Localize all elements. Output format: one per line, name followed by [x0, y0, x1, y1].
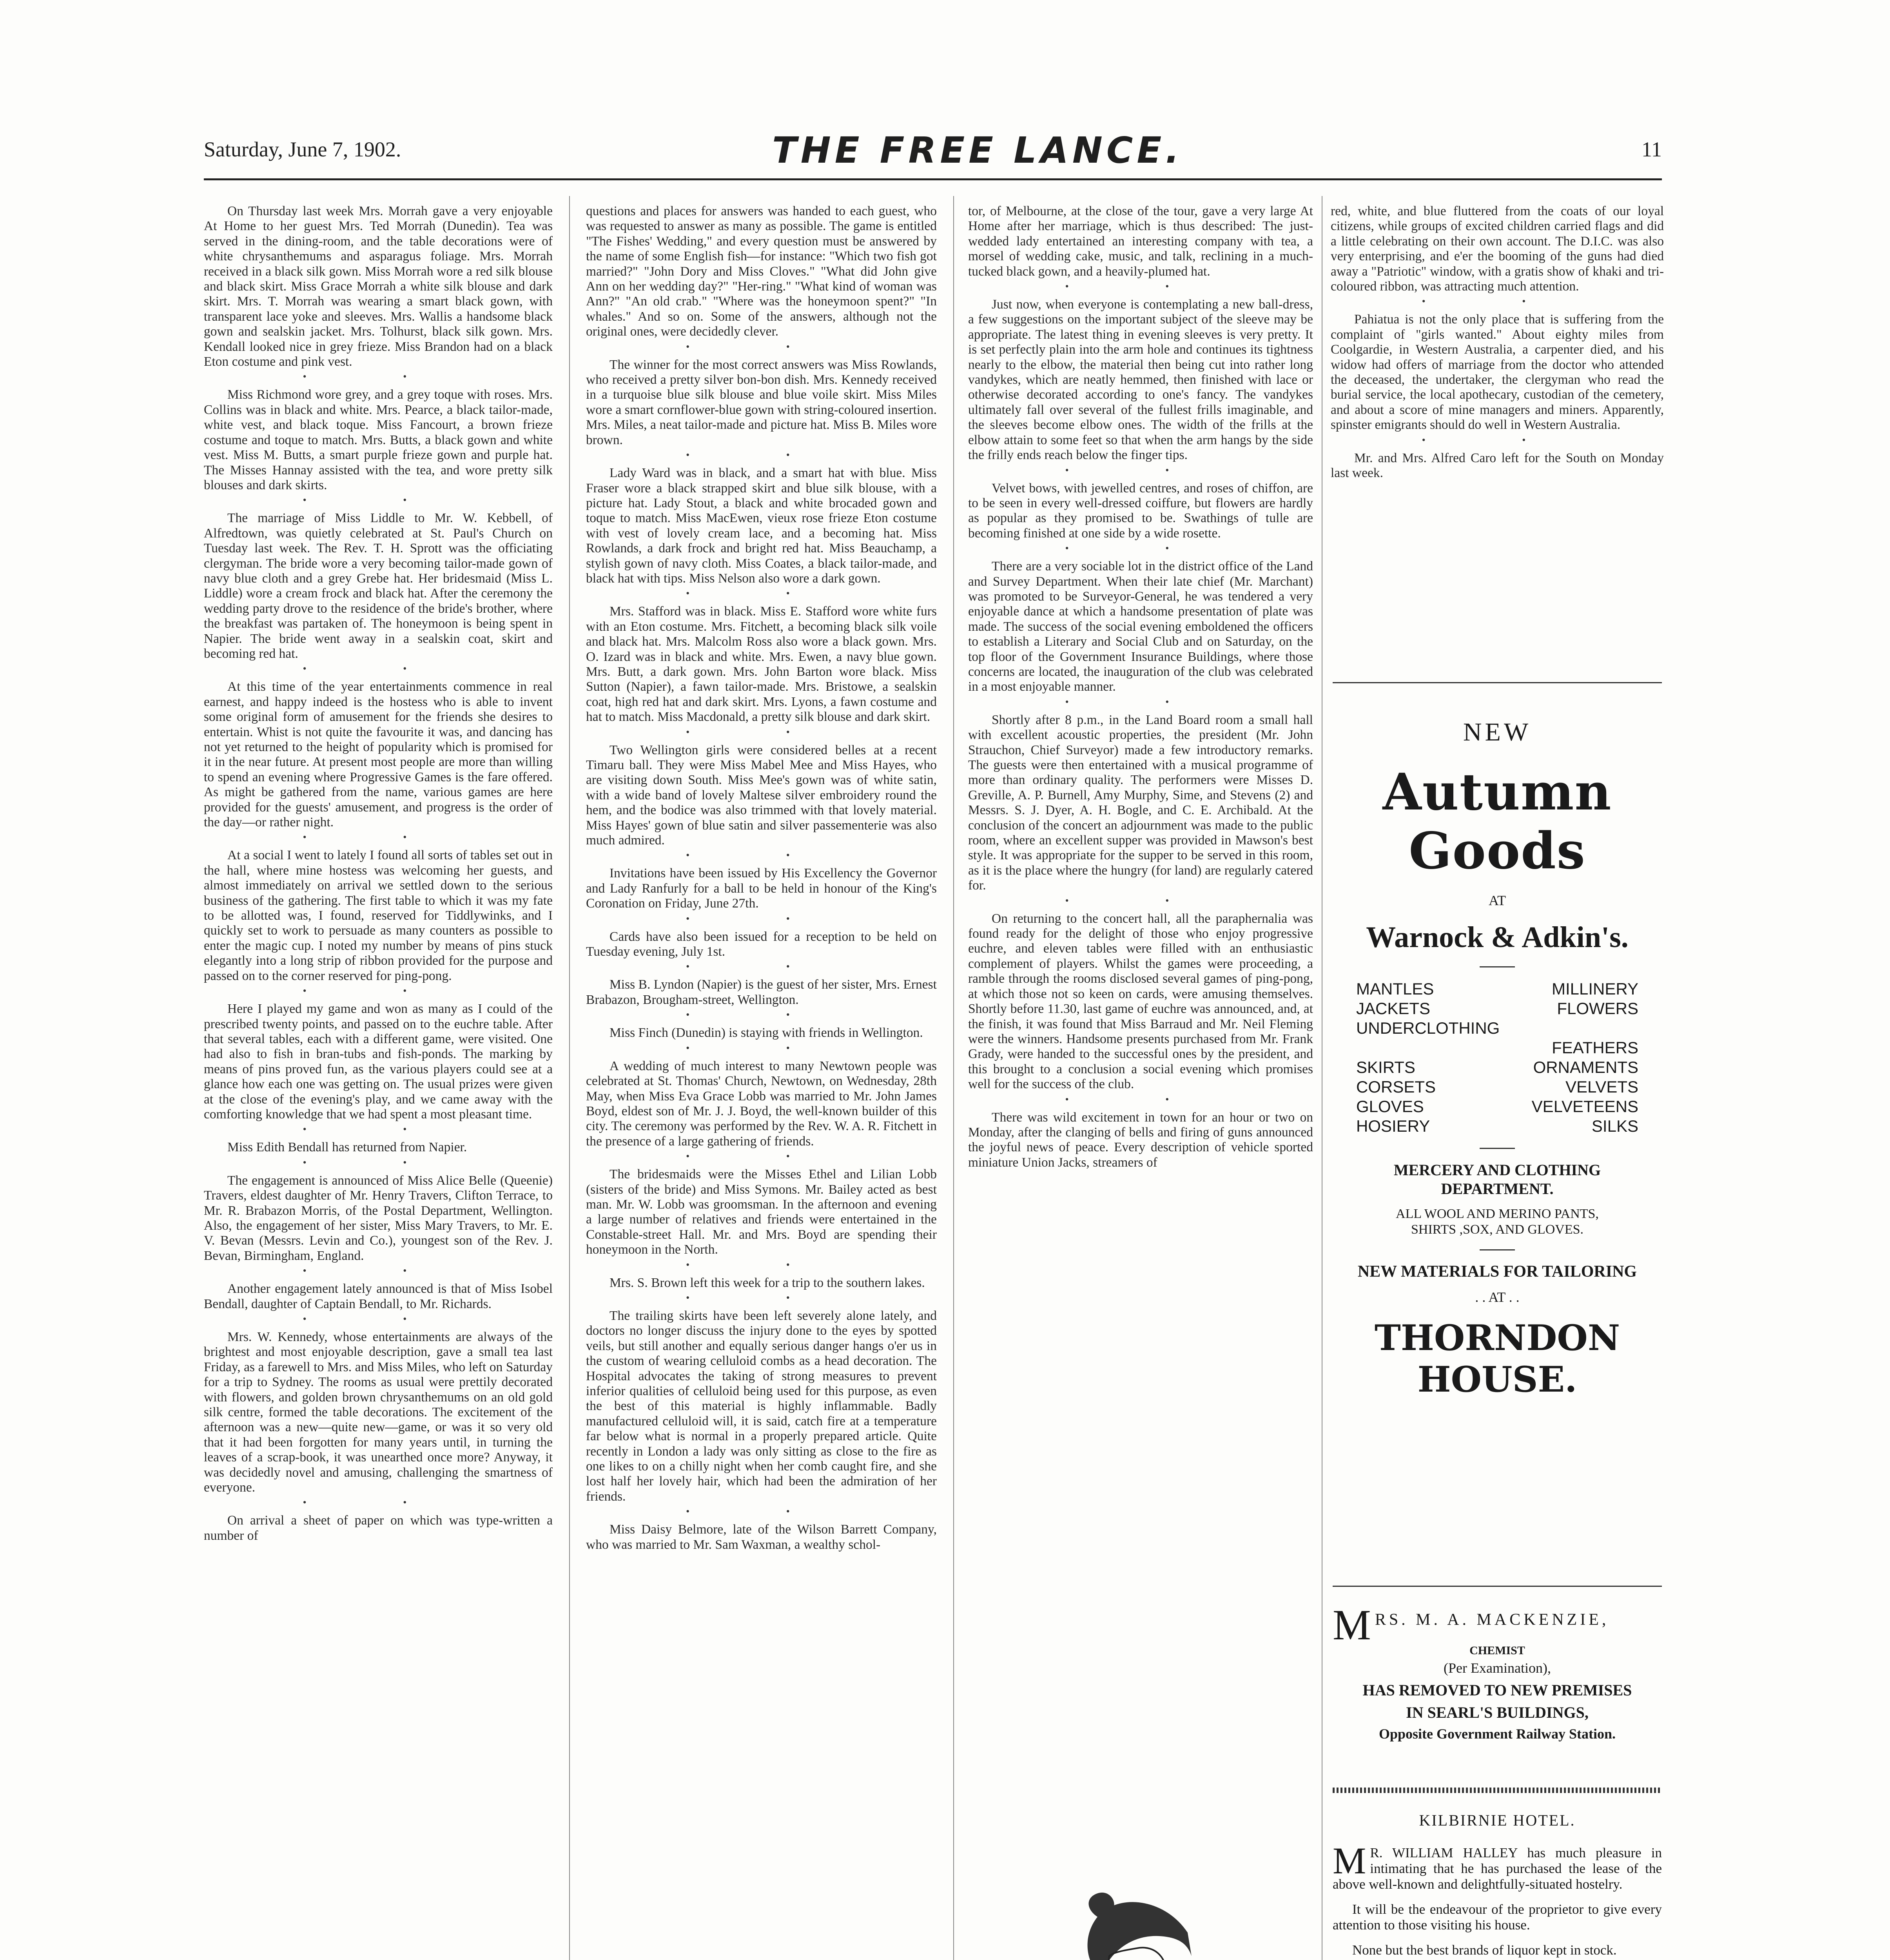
separator-dots: • • — [686, 1009, 837, 1021]
ad-item: ORNAMENTS — [1533, 1058, 1638, 1076]
column-divider — [569, 196, 570, 1960]
warnock-adkins-advert — [1333, 702, 1662, 1400]
paragraph: The engagement is announced of Miss Alice Belle (Queenie) Travers, eldest daughter of Mr. Henry Travers, Clifton Terrace, to Mr. R. Brabazon Morris, of the Postal Department, Wellington. Also, the engagement of her sister, Miss Mary Travers, to Mr. E. V. Bevan (Messrs. Levin and Co.), youngest son of the Rev. J. Bevan, Birmingham, England. — [204, 1173, 553, 1263]
ad-item: JACKETS — [1356, 999, 1431, 1018]
column-divider — [953, 196, 954, 1960]
ad-item: FLOWERS — [1557, 999, 1638, 1018]
separator-dots: • • — [686, 1151, 837, 1162]
hotel-body — [1333, 1840, 1662, 1892]
paragraph: Invitations have been issued by His Excellency the Governor and Lady Ranfurly for a ball to be held in honour of the King's Coronation on Friday, June 27th. — [586, 866, 937, 911]
ad-item — [1356, 1038, 1500, 1058]
ad-item: CORSETS — [1356, 1078, 1436, 1096]
separator-dots: • • — [686, 1506, 837, 1517]
paragraph: Lady Ward was in black, and a smart hat with blue. Miss Fraser wore a black strapped skirt and blue silk blouse, with a picture hat. Lady Stout, a black and white brocaded gown and toque to match. Miss MacEwen, vieux rose frieze Eton costume with vest of lovely cream lace, and a becoming hat. Miss Rowlands, a dark frock and bright red hat. Miss Beauchamp, a stylish gown of navy cloth. Miss Coates, a black tailor-made, and black hat with tips. Miss Nelson also wore a dark gown. — [586, 466, 937, 586]
paragraph: Mrs. Stafford was in black. Miss E. Stafford wore white furs with an Eton costume. Mrs. Fitchett, a becoming black silk voile and black hat. Mrs. Malcolm Ross also wore a black gown. Mrs. O. Izard was in black and white. Mrs. Ewen, a navy blue gown. Mrs. Butt, a dark gown. Mrs. John Barton wore black. Miss Sutton (Napier), a fawn tailor-made. Mrs. Bristowe, a sealskin coat, high red hat and dark skirt. Mrs. Lyons, a fawn costume and hat to match. Miss Macdonald, a pretty silk blouse and dark skirt. — [586, 604, 937, 724]
chemist-name: RS. M. A. MACKENZIE, — [1375, 1611, 1609, 1629]
ad-autumn-goods: Autumn Goods — [1382, 763, 1612, 880]
separator-dots: • • — [303, 494, 454, 506]
dotted-rule — [1333, 1788, 1662, 1793]
hotel-heading: KILBIRNIE HOTEL. — [1419, 1811, 1576, 1829]
separator-dots: • • — [686, 449, 837, 461]
separator-dots: • • — [1065, 543, 1216, 554]
ad-item: UNDERCLOTHING — [1356, 1019, 1500, 1037]
drop-initial: M — [1333, 1840, 1366, 1882]
paragraph: Pahiatua is not the only place that is suffering from the complaint of "girls wanted." About eighty miles from Coolgardie, in Western Australia, a carpenter died, and his widow had offers of marriage from the doctor who attended the deceased, the undertaker, the clergyman who read the burial service, the local apothecary, custodian of the cemetery, and about a score of mine managers and miners. Apparently, spinster emigrants should do well in Western Australia. — [1331, 312, 1664, 432]
ad-item: VELVETEENS — [1531, 1097, 1638, 1116]
column-3 — [968, 204, 1313, 1172]
column-1 — [204, 204, 553, 1545]
ad-items-left — [1356, 979, 1500, 1136]
short-rule — [1480, 966, 1515, 967]
paragraph: Mrs. S. Brown left this week for a trip to the southern lakes. — [609, 1275, 925, 1290]
separator-dots: • • — [303, 985, 454, 997]
paragraph: At a social I went to lately I found all sorts of tables set out in the hall, where mine hostess was welcoming her guests, and almost immediately on arrival we settled down to the serious business of the gathering. The first table to which it was my fate to be allotted was, I found, reserved for Tiddlywinks, and I quickly set to work to persuade as many counters as possible to enter the magic cup. I noted my number by means of pins stuck elegantly into a long strip of ribbon provided for the purpose and passed on to the corner reserved for ping-pong. — [204, 848, 553, 983]
separator-dots: • • — [686, 341, 837, 352]
masthead-rule — [204, 178, 1662, 180]
paragraph: Just now, when everyone is contemplating a new ball-dress, a few suggestions on the important subject of the sleeve may be appropriate. The latest thing in evening sleeves is very pretty. It is set perfectly plain into the arm hole and continues its tightness nearly to the elbow, the material then being cut into rather long vandykes, which are neatly hemmed, then finished with lace or otherwise decorated according to one's fancy. The vandykes ultimately fall over several of the fullest frills imaginable, and the sleeves become elbow ones. The width of the frills at the elbow attain to some feet so that when the arm hangs by the side the frilly ends reach below the finger tips. — [968, 297, 1313, 463]
ad-item: MANTLES — [1356, 980, 1434, 998]
paragraph: On arrival a sheet of paper on which was type-written a number of — [204, 1513, 553, 1543]
paragraph: Velvet bows, with jewelled centres, and roses of chiffon, are to be seen in every well-dressed coiffure, but flowers are hardly as popular as they promised to be. Swathings of tulle are becoming finished at one side by a wide rosette. — [968, 481, 1313, 541]
paragraph: Mr. and Mrs. Alfred Caro left for the South on Monday last week. — [1331, 450, 1664, 481]
separator-dots: • • — [686, 1292, 837, 1303]
paragraph: The bridesmaids were the Misses Ethel and Lilian Lobb (sisters of the bride) and Miss Symons. Mr. Bailey acted as best man. Mr. W. Lobb was groomsman. In the afternoon and evening a large number of relatives and friends were entertained in the Constable-street Hall. Mr. and Mrs. Boyd are spending their honeymoon in the North. — [586, 1167, 937, 1257]
ad-item: SILKS — [1591, 1117, 1638, 1135]
separator-dots: • • — [1422, 434, 1573, 446]
paragraph: There was wild excitement in town for an hour or two on Monday, after the clanging of bells and firing of guns announced the joyful news of peace. Every description of vehicle sported miniature Union Jacks, streamers of — [968, 1110, 1313, 1170]
hotel-text: R. WILLIAM HALLEY has much pleasure in intimating that he has purchased the lease of the above well-known and delightfully-situated hostelry. — [1333, 1845, 1662, 1892]
separator-dots: • • — [303, 1497, 454, 1508]
ad-item: SKIRTS — [1356, 1058, 1415, 1076]
ad-rule — [1333, 1586, 1662, 1587]
column-4 — [1331, 204, 1664, 483]
separator-dots: • • — [686, 849, 837, 861]
paragraph: On returning to the concert hall, all the paraphernalia was found ready for the delight of those who enjoy progressive euchre, and eleven tables were filled with an enthusiastic complement of players. Whilst the games were proceeding, a ramble through the rooms disclosed several games of ping-pong, at which those not so keen on cards, were amusing themselves. Shortly before 11.30, last game of euchre was announced, and, at the finish, it was found that Miss Barraud and Mr. Neil Fleming were the winners. Handsome presents purchased from Mr. Frank Grady, were handed to the successful ones by the president, and this brought to a conclusion a social evening which promises well for the success of the club. — [968, 911, 1313, 1092]
ad-item: VELVETS — [1565, 1078, 1638, 1096]
woman-in-corset-icon — [968, 1866, 1313, 1960]
ad-at: AT — [1489, 893, 1506, 908]
ad-item-list — [1333, 979, 1662, 1136]
chemist-exam: (Per Examination), — [1444, 1660, 1551, 1676]
chemist-buildings: IN SEARL'S BUILDINGS, — [1406, 1704, 1589, 1721]
ad-at-2: . . AT . . — [1475, 1289, 1520, 1305]
ad-rule — [1333, 682, 1662, 683]
corset-illustration — [968, 1866, 1313, 1960]
page-number: 11 — [1642, 138, 1662, 161]
paragraph: The winner for the most correct answers was Miss Rowlands, who received a pretty silver bon-bon dish. Mrs. Kennedy received in a turquoise blue silk blouse and blue voile skirt. Miss Miles wore a smart cornflower-blue gown with string-coloured insertion. Mrs. Miles, a neat tailor-made and picture hat. Miss B. Miles wore brown. — [586, 357, 937, 447]
ad-items-right — [1532, 979, 1638, 1136]
paragraph: questions and places for answers was handed to each guest, who was requested to answer as many as possible. The game is entitled "The Fishes' Wedding," and every question must be answered by the name of some English fish—for instance: "Which two fish got married?" "John Dory and Miss Cloves." "What did John give Ann on her wedding day?" "Her-ring." "What kind of woman was Ann?" "An old crab." "Where was the honeymoon spent?" "In whales." And so on. Some of the answers, although not the original ones, were decidedly clever. — [586, 204, 937, 339]
paragraph: Here I played my game and won as many as I could of the prescribed twenty points, and passed on to the euchre table. After that several tables, each with a different game, were visited. One had also to fish in bran-tubs and fish-ponds. The marking by means of pins proved fun, as the various players could see at a glance how each one was getting on. The usual prizes were given at the close of the evening's play, and we came away with the comforting knowledge that we had spent a most pleasant time. — [204, 1002, 553, 1122]
separator-dots: • • — [686, 913, 837, 924]
mackenzie-advert — [1333, 1601, 1662, 1742]
ad-heading-row — [1333, 1601, 1662, 1649]
paragraph: red, white, and blue fluttered from the coats of our loyal citizens, while groups of excited children carried flags and did a little celebrating on their own account. The D.I.C. was also very enterprising, and e'er the booming of the guns had died away a "Patriotic" window, with a gratis show of khaki and tri-coloured ribbon, was attracting much attention. — [1331, 204, 1664, 294]
separator-dots: • • — [303, 371, 454, 383]
separator-dots: • • — [303, 831, 454, 843]
paragraph: Cards have also been issued for a reception to be held on Tuesday evening, July 1st. — [586, 929, 937, 959]
paragraph: The marriage of Miss Liddle to Mr. W. Kebbell, of Alfredtown, was quietly celebrated at St. Paul's Church on Tuesday last week. The Rev. T. H. Sprott was the officiating clergyman. The bride wore a very becoming tailor-made gown of navy blue cloth and a grey Grebe hat. Her bridesmaid (Miss L. Liddle) wore a cream frock and black hat. After the ceremony the wedding party drove to the residence of the bride's brother, where the breakfast was partaken of. The honeymoon is being spent in Napier. The bride went away in a sealskin coat, skirt and becoming red hat. — [204, 511, 553, 661]
ad-new: NEW — [1463, 718, 1532, 746]
ad-firm-name: Warnock & Adkin's. — [1366, 921, 1629, 954]
ad-item: FEATHERS — [1552, 1038, 1638, 1057]
short-rule — [1480, 1148, 1515, 1149]
paragraph: Shortly after 8 p.m., in the Land Board room a small hall with excellent acoustic properties, the president (Mr. John Strauchon, Chief Surveyor) made a few introductory remarks. The guests were then entertained with a musical programme of more than ordinary quality. The performers were Misses D. Greville, A. P. Burnell, Amy Murphy, Sime, and Stevens (2) and Messrs. S. J. Dyer, A. H. Bogle, and C. E. Archibald. At the conclusion of the concert an adjournment was made to the public room, where an excellent supper was provided in Mawson's best style. It was appropriate for the supper to be served in this room, as it is the place where the hungry (for land) are regularly catered for. — [968, 712, 1313, 893]
kilbirnie-hotel-advert — [1333, 1811, 1662, 1958]
separator-dots: • • — [303, 663, 454, 675]
separator-dots: • • — [1065, 1093, 1216, 1105]
ad-item: GLOVES — [1356, 1097, 1424, 1116]
hotel-liquor: None but the best brands of liquor kept in stock. — [1352, 1942, 1617, 1958]
ad-thorndon-house: THORNDON HOUSE. — [1374, 1317, 1620, 1400]
paragraph: Miss Finch (Dunedin) is staying with friends in Wellington. — [609, 1025, 923, 1040]
issue-date: Saturday, June 7, 1902. — [204, 138, 401, 161]
paragraph: tor, of Melbourne, at the close of the tour, gave a very large At Home after her marriage, which is thus described: The just-wedded lady entertained an interesting company with tea, a morsel of wedding cake, music, and talk, reclining in a much-tucked black gown, and a heavily-plumed hat. — [968, 204, 1313, 279]
separator-dots: • • — [686, 588, 837, 599]
separator-dots: • • — [303, 1156, 454, 1168]
paragraph: Mrs. W. Kennedy, whose entertainments are always of the brightest and most enjoyable description, gave a small tea last Friday, as a farewell to Mrs. and Miss Miles, who left on Saturday for a trip to Sydney. The rooms as usual were prettily decorated with flowers, and golden brown chrysanthemums on an old gold silk centre, formed the table decorations. The excitement of the afternoon was a new—quite new—game, or was it so very old that it had been forgotten for many years until, in turning the leaves of a scrap-book, it was unearthed once more? Anyway, it was decidedly novel and amusing, challenging the smartness of everyone. — [204, 1330, 553, 1495]
separator-dots: • • — [686, 1042, 837, 1054]
ad-tailoring: NEW MATERIALS FOR TAILORING — [1357, 1263, 1637, 1281]
paragraph: Miss Daisy Belmore, late of the Wilson Barrett Company, who was married to Mr. Sam Waxman, a wealthy schol- — [586, 1522, 937, 1552]
paragraph: A wedding of much interest to many Newtown people was celebrated at St. Thomas' Church, Newtown, on Wednesday, 28th May, when Miss Eva Grace Lobb was married to Mr. John James Boyd, eldest son of Mr. J. J. Boyd, the well-known builder of this city. The ceremony was performed by the Rev. W. A. R. Fitchett in the presence of a large gathering of friends. — [586, 1058, 937, 1149]
masthead — [204, 129, 1662, 176]
paragraph: Another engagement lately announced is that of Miss Isobel Bendall, daughter of Captain Bendall, to Mr. Richards. — [204, 1281, 553, 1311]
separator-dots: • • — [1422, 296, 1573, 307]
separator-dots: • • — [686, 726, 837, 738]
short-rule — [1480, 1249, 1515, 1250]
newspaper-title: THE FREE LANCE. — [772, 129, 1183, 171]
chemist-title: CHEMIST — [1469, 1644, 1525, 1657]
separator-dots: • • — [1065, 464, 1216, 476]
separator-dots: • • — [686, 1259, 837, 1270]
separator-dots: • • — [303, 1313, 454, 1325]
paragraph: Miss B. Lyndon (Napier) is the guest of her sister, Mrs. Ernest Brabazon, Brougham-street, Wellington. — [586, 977, 937, 1007]
separator-dots: • • — [1065, 895, 1216, 906]
paragraph: Two Wellington girls were considered belles at a recent Timaru ball. They were Miss Mabel Mee and Miss Hayes, who are visiting down South. Miss Mee's gown was of white satin, with a wide band of lovely Maltese silver embroidery round the hem, and the bodice was also trimmed with that lovely material. Miss Hayes' gown of blue satin and silver passementerie was also much admired. — [586, 742, 937, 848]
hotel-endeavour: It will be the endeavour of the proprietor to give every attention to those visiting his house. — [1333, 1902, 1662, 1933]
separator-dots: • • — [1065, 281, 1216, 292]
paragraph: The trailing skirts have been left severely alone lately, and doctors no longer discuss the injury done to the eyes by spotted veils, but still another and equally serious danger hangs o'er us in the custom of wearing celluloid combs as a head decoration. The Hospital advocates the taking of strong measures to prevent inferior qualities of celluloid being used for this purpose, as even the best of this material is highly inflammable. Badly manufactured celluloid will, it is said, catch fire at a temperature far below what is normal in a properly prepared article. Quite recently in London a lady was only sitting as close to the fire as one likes to on a chilly night when her comb caught fire, and she lost half her lovely hair, which had been the admiration of her friends. — [586, 1308, 937, 1504]
column-2 — [586, 204, 937, 1554]
paragraph: On Thursday last week Mrs. Morrah gave a very enjoyable At Home to her guest Mrs. Ted Morrah (Dunedin). Tea was served in the dining-room, and the table decorations were of white chrysanthemums and asparagus foliage. Mrs. Morrah received in a black silk gown. Miss Morrah wore a red silk blouse and black skirt. Miss Grace Morrah a white silk blouse and dark skirt. Mrs. T. Morrah was wearing a smart black gown, with transparent lace yoke and sleeves. Mrs. Wallis a handsome black gown and sealskin jacket. Mrs. Tolhurst, black silk gown. Mrs. Kendall looked nice in grey frieze. Miss Brandon had on a black Eton costume and pink vest. — [204, 204, 553, 369]
paragraph: Miss Edith Bendall has returned from Napier. — [227, 1140, 467, 1155]
ad-item — [1532, 1018, 1638, 1038]
paragraph: There are a very sociable lot in the district office of the Land and Survey Department. When their late chief (Mr. Marchant) was promoted to be Surveyor-General, he was tendered a very enjoyable dance at which a handsome presentation of plate was made. The success of the social evening emboldened the officers to establish a Literary and Social Club and on Saturday, on the top floor of the Government Insurance Buildings, where those concerns are located, the inauguration of the club was celebrated in a most enjoyable manner. — [968, 559, 1313, 694]
drop-initial: M — [1333, 1601, 1371, 1649]
paragraph: At this time of the year entertainments commence in real earnest, and happy indeed is the hostess who is able to invent some original form of amusement for the friends she desires to entertain. Whist is not quite the favourite it was, and dancing has not yet returned to the height of popularity which is promised for it in the near future. At present most people are more than willing to spend an evening where Progressive Games is the fare offered. As might be gathered from the name, various games are here provided for the guests' amusement, and progress is the order of the day—or rather night. — [204, 679, 553, 830]
chemist-removed: HAS REMOVED TO NEW PREMISES — [1362, 1681, 1632, 1699]
separator-dots: • • — [1065, 696, 1216, 708]
separator-dots: • • — [686, 961, 837, 973]
ad-department: MERCERY AND CLOTHING DEPARTMENT. — [1393, 1161, 1601, 1198]
separator-dots: • • — [303, 1123, 454, 1135]
ad-wool: ALL WOOL AND MERINO PANTS, SHIRTS ,SOX, AND GLOVES. — [1396, 1207, 1599, 1237]
ad-item: MILLINERY — [1552, 980, 1638, 998]
paragraph: Miss Richmond wore grey, and a grey toque with roses. Mrs. Collins was in black and white. Mrs. Pearce, a black tailor-made, white vest, and black toque. Miss Fancourt, a brown frieze costume and toque to match. Mrs. Butts, a black gown and white vest. Miss M. Butts, a smart purple frieze gown and purple hat. The Misses Hannay assisted with the tea, and wore pretty silk blouses and dark skirts. — [204, 387, 553, 492]
chemist-opposite: Opposite Government Railway Station. — [1379, 1726, 1616, 1742]
ad-item: HOSIERY — [1356, 1117, 1430, 1135]
separator-dots: • • — [303, 1265, 454, 1277]
